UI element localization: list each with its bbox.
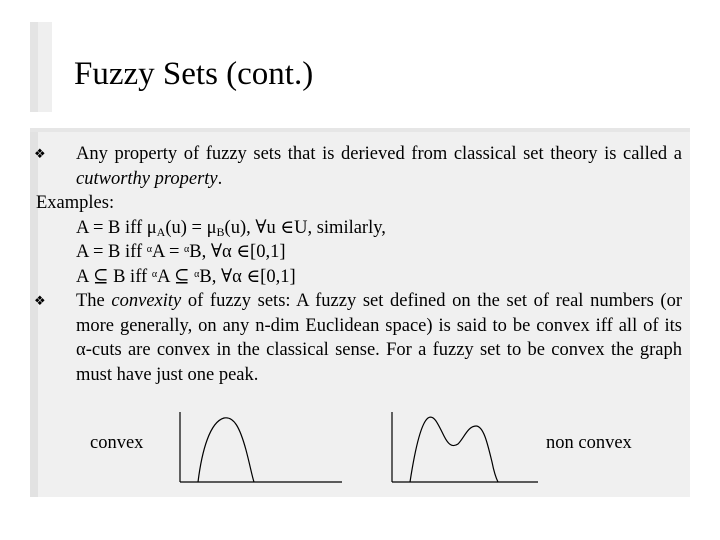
nonconvex-label: non convex <box>546 433 632 453</box>
nonconvex-graph <box>388 410 548 486</box>
example-subset-alpha-cut: A ⊆ B iff $^\alpha$A ⊆ $^\alpha$B, ∀α ∈[0,1] <box>76 266 296 287</box>
diamond-bullet-icon: ❖ <box>34 294 46 309</box>
slide-title: Fuzzy Sets (cont.) <box>74 56 314 92</box>
example-equality-alpha-cut: A = B iff $^\alpha$A = $^\alpha$B, ∀α ∈[0,1] <box>76 242 286 262</box>
title-accent-bar-inner <box>38 22 52 112</box>
nonconvex-curve <box>410 417 498 482</box>
content-panel-top-edge <box>30 128 690 132</box>
bullet-cutworthy: ❖ Any property of fuzzy sets that is derieved from classical set theory is called a cutworthy property. <box>34 144 682 189</box>
convex-curve <box>198 418 254 482</box>
convex-label: convex <box>90 433 144 453</box>
bullet-convexity: ❖ The convexity of fuzzy sets: A fuzzy set defined on the set of real numbers (or more generally, on any n-dim Euclidean space) is said to be convex iff all of its α-cuts are convex in the classical sense. For a fuzzy set to be convex the graph must have just one peak. <box>34 291 682 385</box>
diamond-bullet-icon: ❖ <box>34 147 46 162</box>
examples-heading: Examples: <box>36 193 115 213</box>
example-equality-membership: A = B iff $\mu_A(u) = \mu_B(u)$, ∀u ∈U, similarly, <box>76 217 386 239</box>
slide-body <box>36 142 682 387</box>
convex-graph <box>176 410 356 486</box>
